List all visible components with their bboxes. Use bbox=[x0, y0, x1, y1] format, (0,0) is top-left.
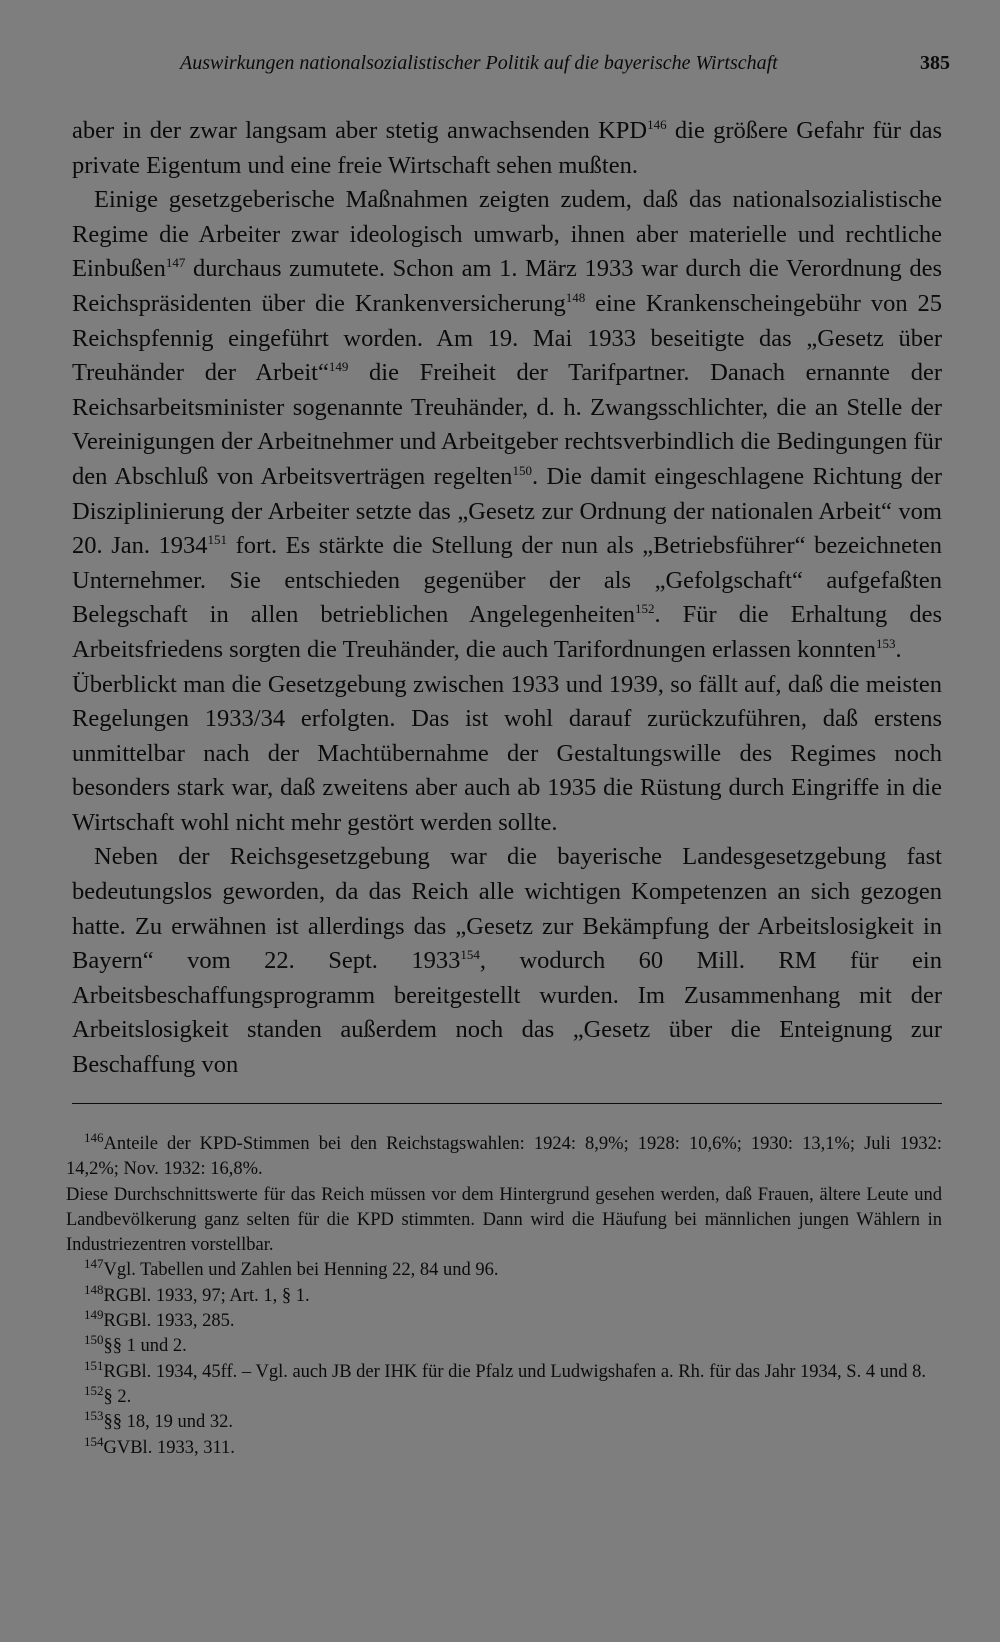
footnote-ref: 154 bbox=[460, 947, 480, 963]
footnote-number: 146 bbox=[84, 1129, 104, 1145]
footnote-number: 153 bbox=[84, 1408, 104, 1424]
footnote-number: 149 bbox=[84, 1306, 104, 1322]
footnote-text: GVBl. 1933, 311. bbox=[103, 1437, 235, 1458]
body-text bbox=[72, 114, 942, 1083]
footnote-text: RGBl. 1934, 45ff. – Vgl. auch JB der IHK für die Pfalz und Ludwigshafen a. Rh. für das Jahr 1934, S. 4 und 8. bbox=[103, 1361, 926, 1382]
footnote-number: 151 bbox=[84, 1357, 104, 1373]
text-run: . Die damit eingeschlagene Richtung der Disziplinierung der Arbeiter setzte das „Gesetz zur Ordnung der nationalen Arbeit“ vom 20. Jan. 1934 bbox=[72, 462, 942, 560]
running-title: Auswirkungen nationalsozialistischer Politik auf die bayerische Wirtschaft bbox=[180, 52, 778, 74]
footnote-text: Diese Durchschnittswerte für das Reich müssen vor dem Hintergrund gesehen werden, daß Frauen, ältere Leute und Landbevölkerung ganz selten für die KPD stimmten. Dann wird die Häufung bei männlichen jungen Wählern in Industriezentren vorstellbar. bbox=[66, 1184, 942, 1256]
footnote-text: §§ 1 und 2. bbox=[103, 1336, 187, 1357]
footnotes bbox=[66, 1129, 942, 1461]
footnote bbox=[66, 1258, 942, 1283]
footnote-number: 150 bbox=[84, 1332, 104, 1348]
paragraph bbox=[72, 114, 942, 183]
footnote-ref: 147 bbox=[165, 255, 186, 271]
footnote bbox=[66, 1433, 942, 1461]
footnote-text: Vgl. Tabellen und Zahlen bei Henning 22, 84 und 96. bbox=[103, 1260, 499, 1281]
footnote bbox=[66, 1129, 942, 1183]
text-run: . Für die Erhaltung des Arbeitsfriedens sorgten die Treuhänder, die auch Tarifordnungen erlassen konnten bbox=[72, 601, 942, 663]
footnote-text: RGBl. 1933, 97; Art. 1, § 1. bbox=[103, 1285, 310, 1306]
footnote-ref: 148 bbox=[565, 289, 586, 305]
footnote bbox=[66, 1281, 942, 1309]
text-run: fort. Es stärkte die Stellung der nun als „Betriebsführer“ bezeichneten Unternehmer. Sie entschieden gegenüber der als „Gefolgschaft“ aufgefaßten Belegschaft in allen betrieblichen Angelegenheiten bbox=[72, 532, 942, 629]
page-header bbox=[180, 52, 950, 86]
footnote-ref: 152 bbox=[634, 601, 655, 617]
footnote bbox=[66, 1410, 942, 1435]
footnote-ref: 149 bbox=[328, 359, 349, 374]
footnote-text: § 2. bbox=[103, 1386, 132, 1407]
footnote bbox=[66, 1334, 942, 1359]
text-run: Neben der Reichsgesetzgebung war die bayerische Landesgesetzgebung fast bedeutungslos geworden, da das Reich alle wichtigen Kompetenzen an sich gezogen hatte. Zu erwähnen ist allerdings das „Gesetz zur Bekämpfung der Arbeitslosigkeit in Bayern“ vom 22. Sept. 1933 bbox=[72, 843, 942, 975]
footnote-ref: 150 bbox=[512, 462, 532, 478]
paragraph bbox=[72, 840, 942, 1082]
text-run: die größere Gefahr für das private Eigentum und eine freie Wirtschaft sehen mußten. bbox=[72, 117, 943, 179]
footnote-number: 148 bbox=[84, 1281, 104, 1297]
text-run: eine Krankenscheingebühr von 25 Reichspfennig eingeführt worden. Am 19. Mai 1933 beseitigte das „Gesetz über Treuhänder der Arbeit“ bbox=[72, 289, 942, 387]
footnote-ref: 146 bbox=[647, 116, 667, 132]
footnote-ref: 153 bbox=[876, 635, 896, 651]
footnote-number: 147 bbox=[84, 1256, 104, 1272]
text-run: . bbox=[895, 635, 902, 663]
paragraph bbox=[72, 183, 942, 667]
text-run: aber in der zwar langsam aber stetig anwachsenden KPD bbox=[72, 117, 648, 144]
footnote-number: 152 bbox=[84, 1382, 104, 1398]
footnote-ref: 151 bbox=[207, 531, 228, 547]
footnote-text: §§ 18, 19 und 32. bbox=[103, 1412, 233, 1433]
text-run: die Freiheit der Tarifpartner. Danach ernannte der Reichsarbeitsminister sogenannte Treuhänder, d. h. Zwangsschlichter, die an Stelle der Vereinigungen der Arbeitnehmer und Arbeitgeber rechtsverbindlich die Bedingungen für den Abschluß von Arbeitsverträgen regelten bbox=[72, 359, 942, 490]
footnote bbox=[66, 1306, 942, 1334]
footnote bbox=[66, 1382, 942, 1410]
footnote-text: Anteile der KPD-Stimmen bei den Reichstagswahlen: 1924: 8,9%; 1928: 10,6%; 1930: 13,1%; Juli 1932: 14,2%; Nov. 1932: 16,8%. bbox=[66, 1134, 942, 1180]
footnote-text: RGBl. 1933, 285. bbox=[103, 1311, 235, 1332]
paragraph: Überblickt man die Gesetzgebung zwischen 1933 und 1939, so fällt auf, daß die meisten Regelungen 1933/34 erfolgten. Das ist wohl darauf zurückzuführen, daß erstens unmittelbar nach der Machtübernahme der Gestaltungswille des Regimes noch besonders stark war, daß zweitens aber auch ab 1935 die Rüstung durch Eingriffe in die Wirtschaft wohl nicht mehr gestört werden sollte. bbox=[72, 670, 942, 836]
text-run: Einige gesetzgeberische Maßnahmen zeigten zudem, daß das nationalsozialistische Regime die Arbeiter zwar ideologisch umwarb, ihnen aber materielle und rechtliche Einbußen bbox=[72, 186, 942, 283]
footnote-number: 154 bbox=[84, 1433, 104, 1449]
footnote-separator bbox=[72, 1103, 942, 1104]
text-run: durchaus zumutete. Schon am 1. März 1933 war durch die Verordnung des Reichspräsidenten über die Krankenversicherung bbox=[72, 255, 942, 317]
footnote-continuation bbox=[66, 1183, 942, 1259]
text-run: , wodurch 60 Mill. RM für ein Arbeitsbeschaffungsprogramm bereitgestellt wurden. Im Zusammenhang mit der Arbeitslosigkeit standen außerdem noch das „Gesetz über die Enteignung zur Beschaffung von bbox=[72, 947, 942, 1079]
page-number: 385 bbox=[920, 52, 950, 74]
footnote bbox=[66, 1357, 942, 1385]
